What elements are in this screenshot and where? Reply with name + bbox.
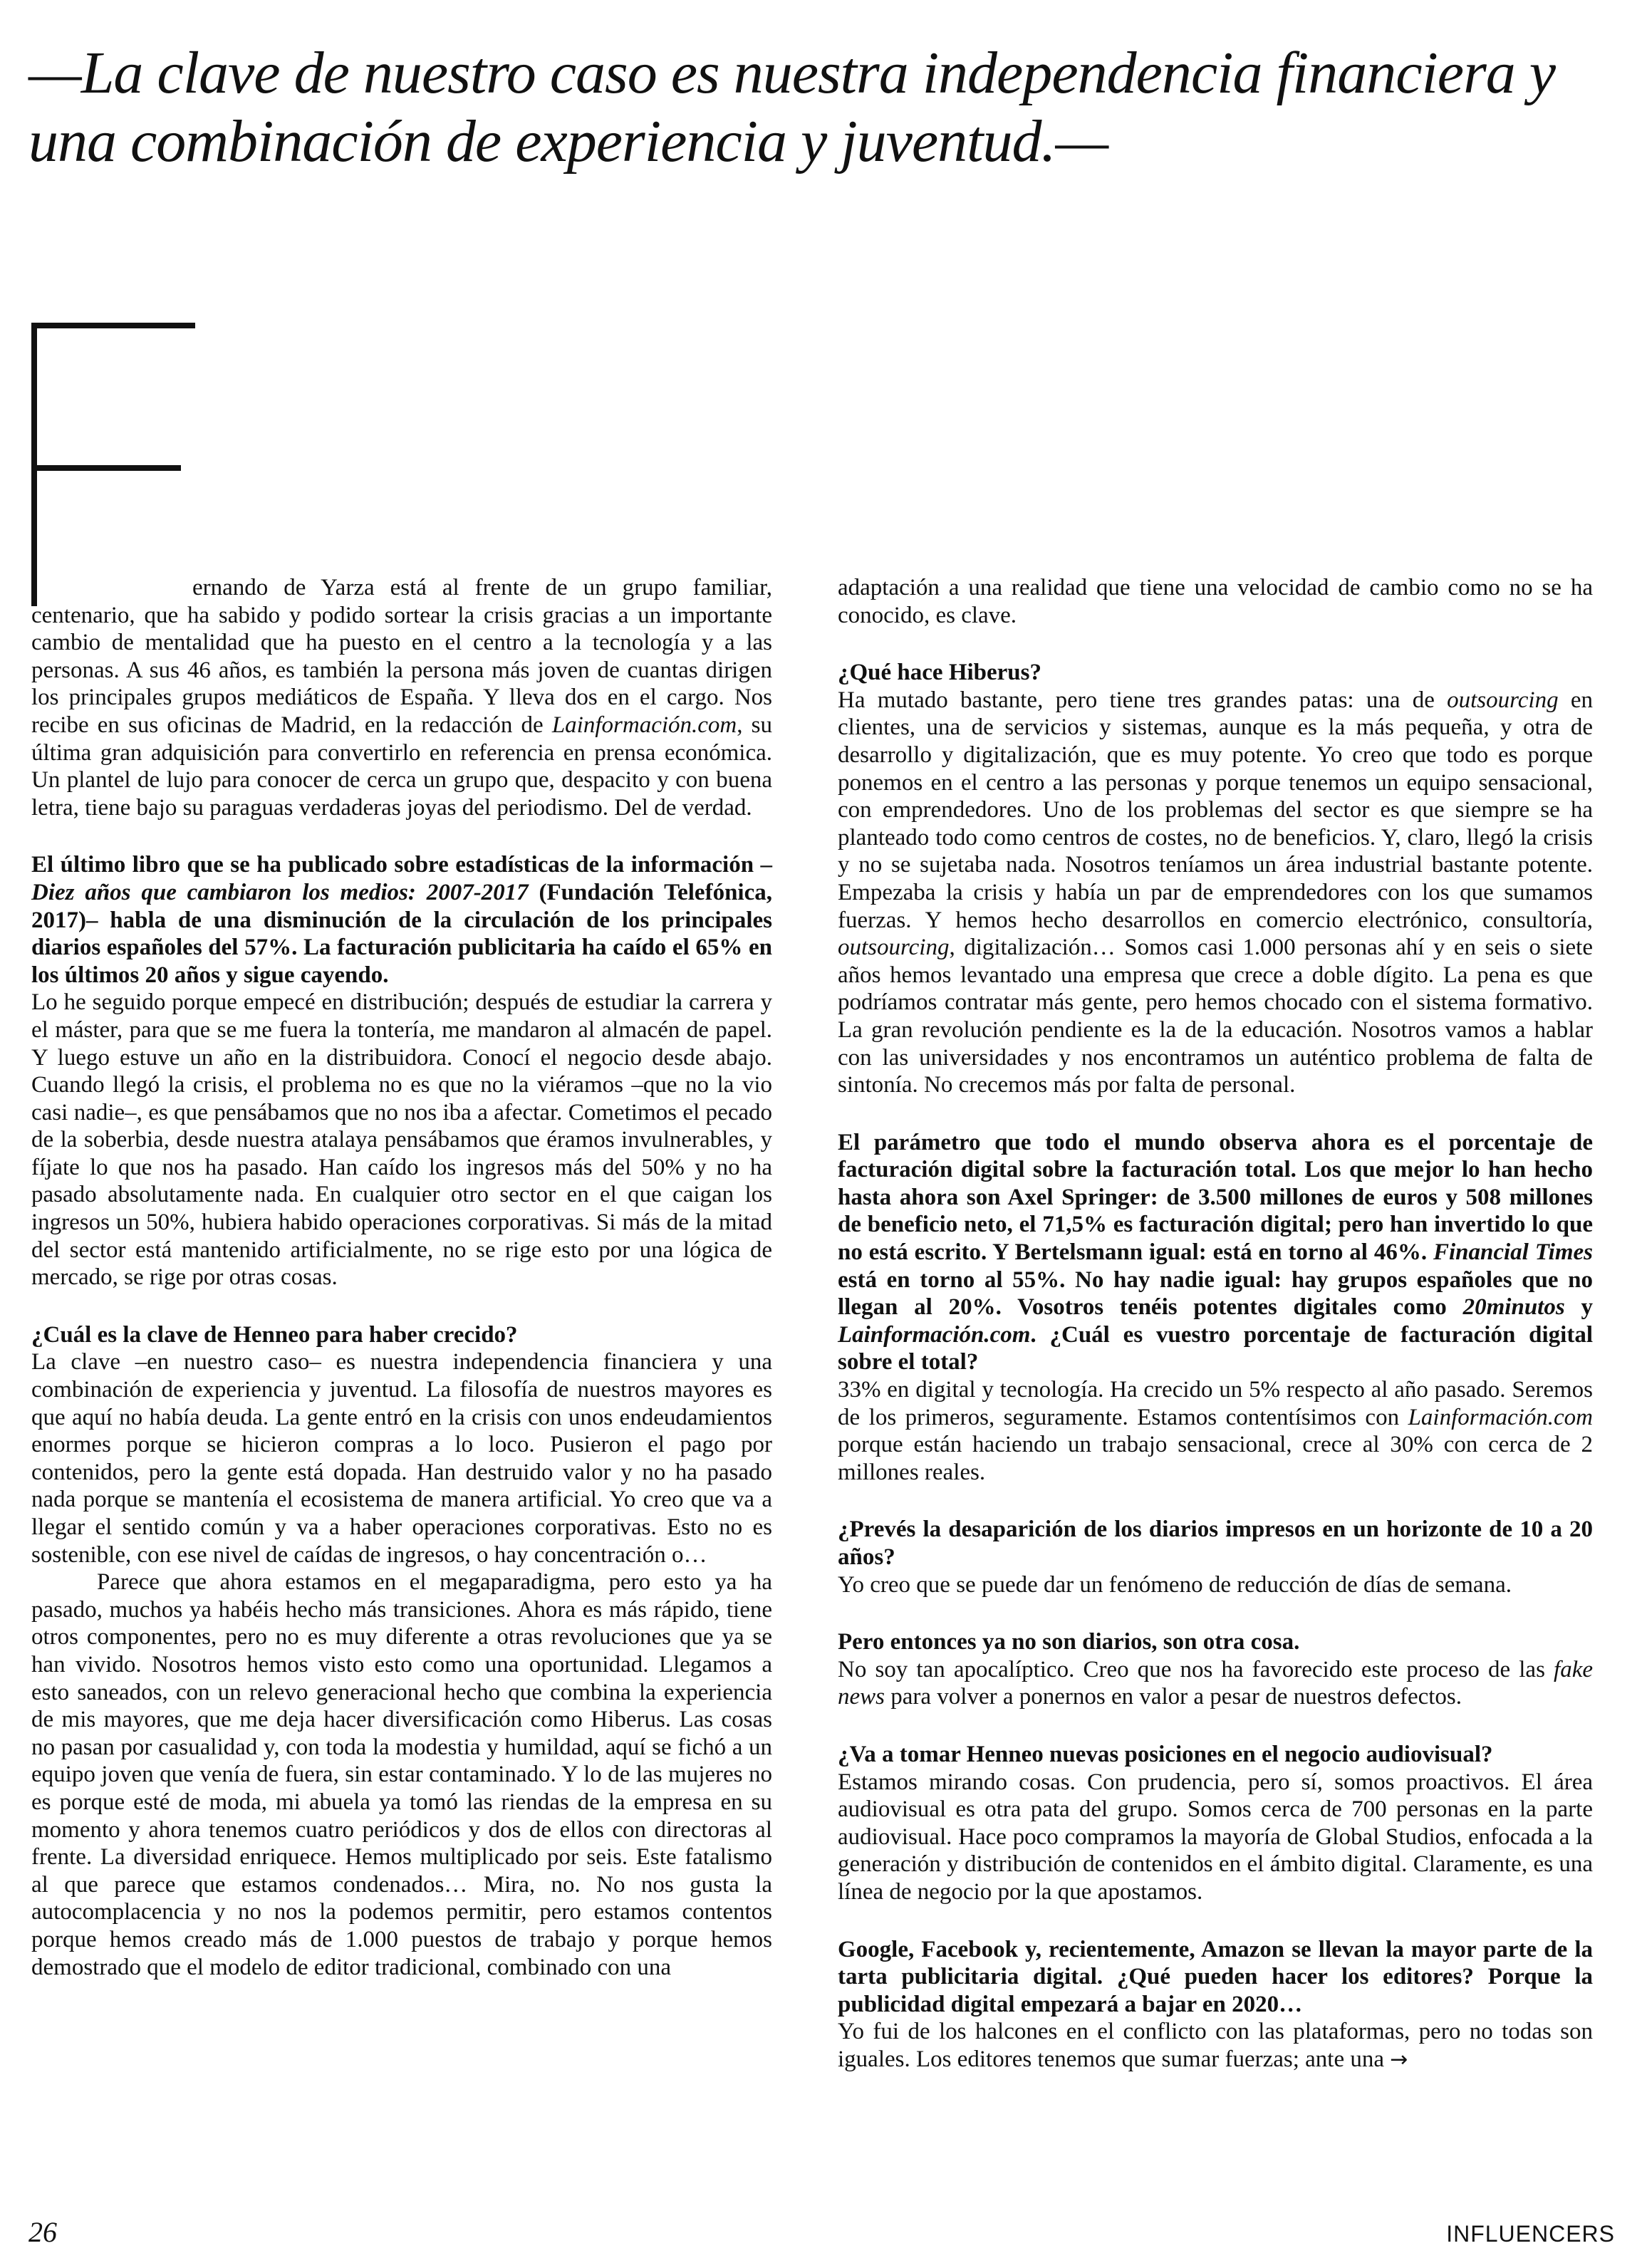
a6-italic-1: fake news	[838, 1656, 1593, 1710]
q4-italic-3: Lainformación.com	[838, 1321, 1031, 1348]
intro-text-1: ernando de Yarza está al frente de un grupo familiar, centenario, que ha sabido y podido sortear la crisis gracias a un importante cambio de mentalidad que ha puesto en el centro a la tecnología y a las personas. A sus 46 años, es también la persona más joven de cuantas dirigen los principales grupos mediáticos de España. Y lleva dos en el cargo. Nos recibe en sus oficinas de Madrid, en la redacción de	[31, 575, 772, 738]
q1-text-1: El último libro que se ha publicado sobre estadísticas de la información –	[31, 852, 772, 878]
answer-1: Lo he seguido porque empecé en distribución; después de estudiar la carrera y el máster, para que se me fuera la tontería, me mandaron al almacén de papel. Y luego estuve un año en la distribuidora. Conocí el negocio desde abajo. Cuando llegó la crisis, el problema no es que no la viéramos –que no la vio casi nadie–, es que pensábamos que no nos iba a afectar. Cometimos el pecado de la soberbia, desde nuestra atalaya pensábamos que éramos invulnerables, y fíjate lo que nos ha pasado. Han caído los ingresos más del 50% y no ha pasado absolutamente nada. En cualquier otro sector en el que caigan los ingresos un 50%, hubiera habido operaciones corporativas. Si más de la mitad del sector está mantenido artificialmente, no se rige esto por una lógica de mercado, se rige por otras cosas.	[31, 989, 772, 1291]
drop-cap-crossbar	[31, 465, 181, 471]
a4-text-1: 33% en digital y tecnología. Ha crecido un 5% respecto al año pasado. Seremos de los primeros, seguramente. Estamos contentísimos con	[838, 1377, 1593, 1430]
pull-quote: —La clave de nuestro caso es nuestra independencia financiera y una combinación de experiencia y juventud.—	[28, 40, 1556, 175]
a8-text: Yo fui de los halcones en el conflicto con las plataformas, pero no todas son iguales. Los editores tenemos que sumar fuerzas; ante una	[838, 2019, 1593, 2072]
question-2: ¿Cuál es la clave de Henneo para haber crecido?	[31, 1321, 518, 1348]
intro-text-2: , su última gran adquisición para convertirlo en referencia en prensa económica. Un plantel de lujo para conocer de cerca un grupo que, despacito y con buena letra, tiene bajo su paraguas verdaderas joyas del periodismo. Del de verdad.	[31, 712, 772, 821]
article-column-left	[31, 574, 772, 1981]
question-8: Google, Facebook y, recientemente, Amazon se llevan la mayor parte de la tarta publicitaria digital. ¿Qué pueden hacer los editores? Porque la publicidad digital empezará a bajar en 2020…	[838, 1936, 1593, 2017]
a3-text-1: Ha mutado bastante, pero tiene tres grandes patas: una de	[838, 687, 1448, 713]
a6-text-1: No soy tan apocalíptico. Creo que nos ha favorecido este proceso de las	[838, 1656, 1554, 1682]
question-7: ¿Va a tomar Henneo nuevas posiciones en el negocio audiovisual?	[838, 1741, 1493, 1767]
q4-text-2: está en torno al 55%. No hay nadie igual: hay grupos españoles que no llegan al 20%. Vosotros tenéis potentes digitales como	[838, 1266, 1593, 1321]
answer-2-continued: Parece que ahora estamos en el megaparadigma, pero esto ya ha pasado, muchos ya habéis hecho más transiciones. Ahora es más rápido, tiene otros componentes, pero no es muy diferente a otras revoluciones que ya se han vivido. Nosotros hemos visto esto como una oportunidad. Llegamos a esto saneados, con un relevo generacional hecho que combina la experiencia de mis mayores, que me deja hacer diversificación como Hiberus. Las cosas no pasan por casualidad y, con toda la modestia y humildad, aquí se fichó a un equipo joven que venía de fuera, sin estar contaminado. Y lo de las mujeres no es porque esté de moda, mi abuela ya tomó las riendas de la empresa en su momento y ahora tenemos cuatro periódicos y dos de ellos con directoras al frente. La diversidad enriquece. Hemos multiplicado por seis. Este fatalismo al que parece que estamos condenados… Mira, no. No nos gusta la autocomplacencia y no nos la podemos permitir, pero estamos contentos porque hemos creado más de 1.000 puestos de trabajo y porque hemos demostrado que el modelo de editor tradicional, combinado con una	[31, 1569, 772, 1980]
answer-6	[838, 1656, 1593, 1711]
q1-italic: Diez años que cambiaron los medios: 2007-2017	[31, 879, 529, 905]
a6-text-2: para volver a ponernos en valor a pesar de nuestros defectos.	[885, 1684, 1462, 1710]
answer-2: La clave –en nuestro caso– es nuestra independencia financiera y una combinación de experiencia y juventud. La filosofía de nuestros mayores es que aquí no había deuda. La gente entró en la crisis con unos endeudamientos enormes porque se hicieron compras a lo loco. Pusieron el pago por contenidos, pero la gente está dopada. Han destruido valor y no ha pasado nada porque se mantenía el ecosistema de manera artificial. Yo creo que va a llegar el sentido común y va a haber operaciones corporativas. Esto no es sostenible, con ese nivel de caídas de ingresos, o hay concentración o…	[31, 1349, 772, 1568]
a4-italic-1: Lainformación.com	[1408, 1404, 1593, 1430]
answer-5: Yo creo que se puede dar un fenómeno de reducción de días de semana.	[838, 1571, 1512, 1598]
question-3: ¿Qué hace Hiberus?	[838, 660, 1041, 686]
drop-cap-letter-f	[31, 323, 195, 606]
continue-arrow-icon: →	[1390, 2046, 1408, 2072]
question-1	[31, 851, 772, 989]
q4-text-4: . ¿Cuál es vuestro porcentaje de facturación digital sobre el total?	[838, 1321, 1593, 1375]
question-4	[838, 1129, 1593, 1376]
answer-3	[838, 687, 1593, 1099]
a3-italic-1: outsourcing	[1447, 687, 1559, 713]
question-6: Pero entonces ya no son diarios, son otra cosa.	[838, 1629, 1300, 1655]
a3-italic-2: outsourcing	[838, 935, 950, 961]
q4-italic-2: 20minutos	[1462, 1294, 1565, 1321]
intro-paragraph	[31, 574, 772, 821]
article-column-right	[838, 574, 1593, 2074]
answer-4	[838, 1376, 1593, 1486]
q4-text-3: y	[1564, 1294, 1593, 1321]
answer-8	[838, 2018, 1593, 2074]
a4-text-2: porque están haciendo un trabajo sensacional, crece al 30% con cerca de 2 millones reales.	[838, 1432, 1593, 1485]
a3-text-3: , digitalización… Somos casi 1.000 personas ahí y en seis o siete años hemos levantado una empresa que crece a doble dígito. La pena es que podríamos contratar más gente, pero hemos chocado con el sistema formativo. La gran revolución pendiente es la de la educación. Nosotros vamos a hablar con las universidades y nos encontramos un auténtico problema de falta de sintonía. No crecemos más por falta de personal.	[838, 935, 1593, 1098]
section-name: INFLUENCERS	[1446, 2221, 1615, 2247]
page-number: 26	[28, 2216, 57, 2248]
answer-2-continued-end: adaptación a una realidad que tiene una velocidad de cambio como no se ha conocido, es clave.	[838, 575, 1593, 628]
a3-text-2: en clientes, una de servicios y sistemas, aunque es la más pequeña, y otra de desarrollo y digitalización, que es muy potente. Yo creo que todo es porque ponemos en el centro a las personas y porque tenemos un equipo sensacional, con emprendedores. Uno de los problemas del sector es que siempre se ha planteado todo como centros de costes, no de beneficios. Y, claro, llegó la crisis y no se sujetaba nada. Nosotros teníamos un área industrial bastante potente. Empezaba la crisis y había un par de emprendedores con los que sumamos fuerzas. Y hemos hecho desarrollos en comercio electrónico, consultoría,	[838, 687, 1593, 933]
q4-italic-1: Financial Times	[1433, 1239, 1593, 1266]
question-5: ¿Prevés la desaparición de los diarios impresos en un horizonte de 10 a 20 años?	[838, 1517, 1593, 1570]
q4-text-1: El parámetro que todo el mundo observa ahora es el porcentaje de facturación digital sobre la facturación total. Los que mejor lo han hecho hasta ahora son Axel Springer: de 3.500 millones de euros y 508 millones de beneficio neto, el 71,5% es facturación digital; pero han invertido lo que no está escrito. Y Bertelsmann igual: está en torno al 46%.	[838, 1129, 1593, 1266]
answer-7: Estamos mirando cosas. Con prudencia, pero sí, somos proactivos. El área audiovisual es otra pata del grupo. Somos cerca de 700 personas en la parte audiovisual. Hace poco compramos la mayoría de Global Studios, enfocada a la generación y distribución de contenidos en el ámbito digital. Claramente, es una línea de negocio por la que apostamos.	[838, 1769, 1593, 1905]
intro-italic-1: Lainformación.com	[551, 712, 737, 738]
q1-text-2: (Fundación Telefónica, 2017)– habla de una disminución de la circulación de los principales diarios españoles del 57%. La facturación publicitaria ha caído el 65% en los últimos 20 años y sigue cayendo.	[31, 879, 772, 988]
